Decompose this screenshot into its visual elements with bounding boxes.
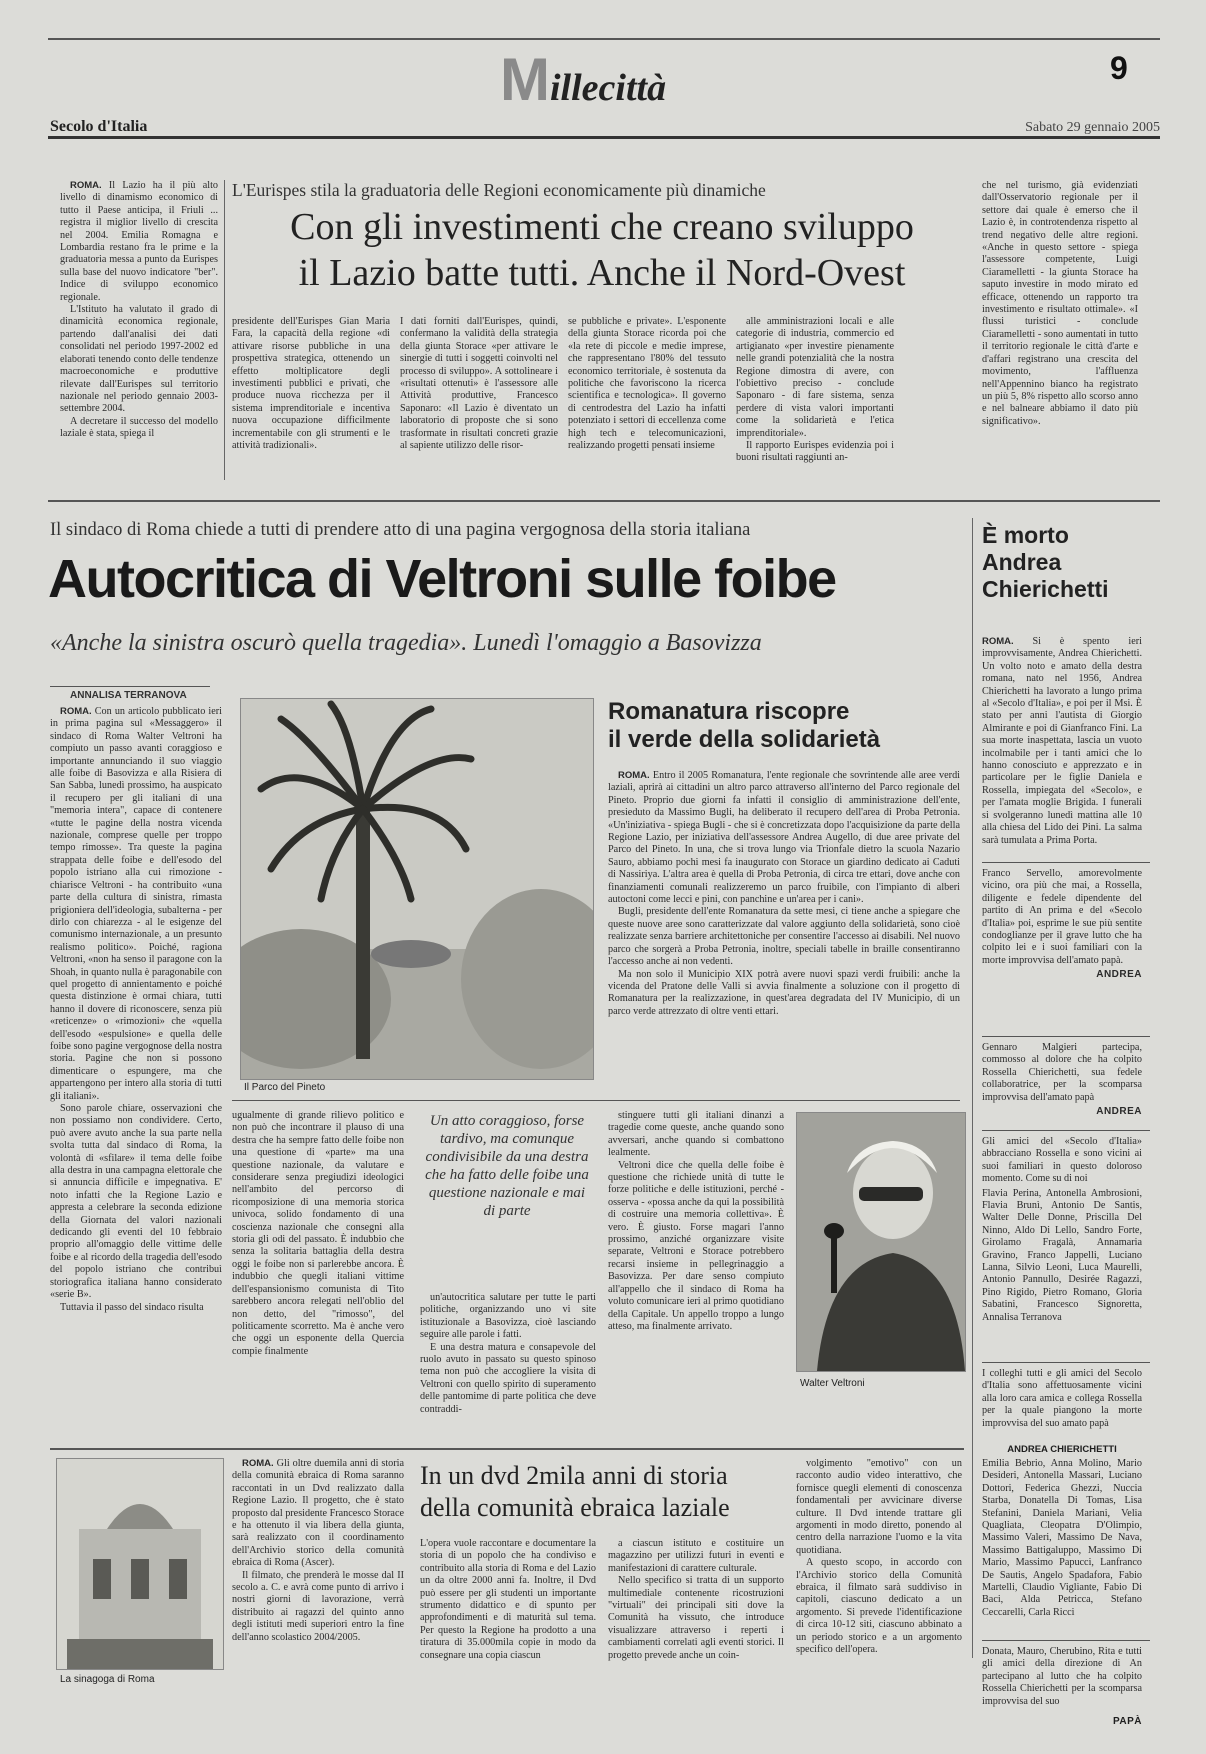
obit-msg4-text: I colleghi tutti e gli amici del Secolo d'Italia sono affettuosamente vicini alla loro cara amica e collega Rossella per la quale piangono la morte improvvisa del suo amato papà <box>982 1368 1142 1429</box>
article1-dateline: ROMA. <box>70 180 102 191</box>
obit-msg6-text: Donata, Mauro, Cherubino, Rita e tutti gli amici della direzione di An partecipano al lutto che ha colpito Rossella Chierichetti per la scomparsa improvvisa del suo <box>982 1646 1142 1707</box>
newspaper-name: Secolo d'Italia <box>50 118 148 135</box>
article3-dateline: ROMA. <box>618 770 650 781</box>
header-rule <box>48 136 1160 139</box>
obit-rule-1 <box>982 862 1150 863</box>
article4-col3 <box>608 1538 784 1698</box>
obit-msg1-text: Franco Servello, amorevolmente vicino, ora più che mai, a Rossella, diligente e fedele dipendente del partito di An prima e del «Secolo d'Italia» poi, esprime le sue più sentite condoglianze per il grave lutto che ha colpito lei e i suoi familiari con la morte improvvisa dell'amato papà. <box>982 868 1142 966</box>
article1-kicker: L'Eurispes stila la graduatoria delle Regioni economicamente più dinamiche <box>232 180 766 200</box>
article3-bottom-rule <box>232 1100 960 1101</box>
article1-col1c-text: A decretare il successo del modello laziale è stata, spiega il <box>60 415 218 440</box>
obit-msg1-sign: ANDREA <box>1096 969 1142 981</box>
article2-col4-text: stinguere tutti gli italiani dinanzi a tragedie come queste, anche quando sono avversari, anche quando si combattono lealmente. <box>608 1110 784 1159</box>
sinagoga-photo <box>56 1458 224 1670</box>
article4-col3b-text: Nello specifico si tratta di un supporto multimediale contenente ricostruzioni "virtuali" dei principali siti dove la Comunità ha vissuto, che introduce visualizzare attraverso i reperti i cambiamenti correlati agli eventi storici. Il progetto prevede anche un coin- <box>608 1575 784 1661</box>
article1-headline-line2: il Lazio batte tutti. Anche il Nord-Ovest <box>298 252 906 294</box>
obit-headline <box>982 522 1162 603</box>
article2-bottom-rule <box>50 1448 964 1450</box>
article1-col4: se pubbliche e private». L'esponente della giunta Storace ricorda poi che «la rete di piccole e medie imprese, che rappresentano l'80% del tessuto economico territoriale, è sostenuta da politiche che favoriscono la ricerca scientifica e tecnologica». Il governo di centrodestra del Lazio ha infatti potenziato i settori di eccellenza come high tech e telecomunicazioni, realizzando progetti pensati insieme <box>568 316 726 452</box>
section-title-rest: illecittà <box>549 67 667 109</box>
page-number: 9 <box>1110 50 1128 86</box>
article1-col1-text: Il Lazio ha il più alto livello di dinamismo economico di tutto il Paese anticipa, il Friuli ... registra il miglior livello di crescita nel 2004. Emilia Romagna e Lombardia restano fra le prime e la graduatoria messa a punto da Eurispes sulla base del nuovo indicatore "ber". Indice di sviluppo economico regionale. <box>60 180 218 303</box>
obit-headline-line1: È morto <box>982 522 1069 548</box>
obit-headline-line3: Chierichetti <box>982 576 1109 602</box>
article2-col4 <box>608 1110 784 1446</box>
article3-headline-line2: il verde della solidarietà <box>608 726 881 753</box>
veltroni-caption: Walter Veltroni <box>800 1378 865 1389</box>
article1-headline-line1: Con gli investimenti che creano sviluppo <box>290 206 914 248</box>
obit-msg5 <box>982 1458 1142 1636</box>
article1-bottom-rule <box>48 500 1160 502</box>
article2-subhead: «Anche la sinistra oscurò quella tragedia». Lunedì l'omaggio a Basovizza <box>50 630 762 656</box>
obit-divider <box>972 518 973 1658</box>
article4-headline <box>420 1460 790 1524</box>
article2-byline: ANNALISA TERRANOVA <box>70 690 187 701</box>
article4-col1b-text: Il filmato, che prenderà le mosse dal II secolo a. C. e avrà come punto di arrivo i nostri giorni di lavorazione, verrà distribuito ai ragazzi del quinto anno degli istituti medi superiori entro la fine dell'anno scolastico 2004/2005. <box>232 1569 404 1643</box>
article1-col6: che nel turismo, già evidenziati dall'Osservatorio regionale per il settore dai quale è emerso che il Lazio è, in controtendenza rispetto al trend negativo delle altre regioni. «Anche in questo settore - spiega l'assessore competente, Luigi Ciaramelletti - la giunta Storace ha saputo investire in modo mirato ed efficace, ottenendo un rapporto tra investimento e risultato ottimale». «I flussi turistici - conclude Ciaramelletti - sono aumentati in tutto il territorio regionale le città d'arte e d'affari registrano una crescita del movimento, l'affluenza nell'Appennino bianco ha registrato un più 5, 8% rispetto allo scorso anno e nel balneare abbiamo il dato più significativo». <box>982 180 1138 427</box>
article3-body <box>608 770 960 1088</box>
article4-col4b-text: A questo scopo, in accordo con l'Archivio storico della Comunità ebraica, il filmato sarà suddiviso in capitoli, ciascuno dedicato a un argomento. Si prevede l'identificazione di circa 10-12 siti, ciascuno abbinato a un periodo storico e a un argomento specifico dell'opera. <box>796 1557 962 1656</box>
obit-body <box>982 636 1142 852</box>
obit-msg2-text: Gennaro Malgieri partecipa, commosso al dolore che ha colpito Rossella Chierichetti, sua fedele collaboratrice, per la scomparsa improvvisa dell'amato papà <box>982 1042 1142 1103</box>
obit-msg5-names: Emilia Bebrio, Anna Molino, Mario Desideri, Antonella Massari, Luciano Dottori, Federica Ghezzi, Nuccia Starba, Donatella Di Tomas, Lisa Stefanini, Daniela Mariani, Velia Quagliata, Cleopatra D'Olimpio, Massimo Valeri, Massimo De Nava, Massimo Battigaluppo, Massimo Di Mario, Massimo Papucci, Lanfranco De Sautis, Angelo Spadafora, Fabio Martelli, Claudio Vigliante, Fabio Di Baci, Alda Petricca, Stefano Ceccarelli, Carla Ricci <box>982 1458 1142 1618</box>
article2-kicker: Il sindaco di Roma chiede a tutti di prendere atto di una pagina vergognosa della storia italiana <box>50 520 751 540</box>
parco-pineto-caption: Il Parco del Pineto <box>244 1082 326 1093</box>
article1-col5 <box>736 316 894 482</box>
article2-col2: ugualmente di grande rilievo politico e non può che incontrare il plauso di una destra che ha sempre fatto delle foibe non una questione di «parte» ma una questione nazionale, da valutare e considerare senza pregiudizi ideologici nell'ambito del percorso di ricomposizione di una memoria storica univoca, solido fondamento di una coscienza nazionale che consegni alla storia gli odi del passato. È indubbio che senza la solitaria battaglia della destra oggi le foibe non si parlerebbe ancora. È indubbio che quegli italiani vittime dell'espansionismo comunista di Tito sarebbero ancora relegati nell'oblio del non detto, del "rimosso", del politicamente scorretto. Ma è anche vero che oggi un esponente della Quercia compie finalmente <box>232 1110 404 1357</box>
article1-col5-text: alle amministrazioni locali e alle categorie di industria, commercio ed artigianato «per investire pienamente nelle grandi potenzialità che la nostra Regione dimostra di avere, con l'obiettivo preciso - conclude Saponaro - di fare sistema, senza perdere di vista valori importanti come la solidarietà e l'etica imprenditoriale». <box>736 316 894 439</box>
article1-headline <box>232 204 972 296</box>
article2-dateline: ROMA. <box>60 706 92 717</box>
article1-divider <box>224 180 225 480</box>
article4-col3-text: a ciascun istituto e costituire un magazzino per utilizzi futuri in eventi e manifestazioni di carattere culturale. <box>608 1538 784 1574</box>
article3-body-text: Entro il 2005 Romanatura, l'ente regionale che sovrintende alle aree verdi laziali, aprirà ai cittadini un altro parco attraverso all'interno del Parco regionale del Pineto. Proprio due giorni fa infatti il consiglio di amministrazione dell'ente, presieduto da Massimo Bugli, ha deliberato il recupero dell'area di Proba Petronia. «Un'iniziativa - spiega Bugli - che si è concretizzata dopo l'acquisizione da parte della Regione Lazio, per iniziativa dell'assessore Andrea Augello, di due aree private del Parco del Pineto. In una, che si trova lungo via Trionfale dietro la scuola Nazario Sauro, abbiamo pochi mesi fa inaugurato con Storace un giardino dedicato ai Caduti di Nassiriya. L'altra area è quella di Proba Petronia, di circa tre ettari, dove anche con finanziamenti comunali realizzeremo un parco fruibile, con l'impianto di alberi autoctoni come lecci e pini, con panchine e un'area per i cani». <box>608 770 960 906</box>
obit-msg4 <box>982 1368 1142 1442</box>
obit-msg2 <box>982 1042 1142 1122</box>
article4-headline-line2: della comunità ebraica laziale <box>420 1493 730 1522</box>
article4-col4-text: volgimento "emotivo" con un racconto audio video interattivo, che fornisce quegli elementi di conoscenza fondamentali per avvicinare diverse culture. Il Dvd intende trattare gli argomenti in modo diretto, ponendo al centro della narrazione l'uomo e la vita quotidiana. <box>796 1458 962 1556</box>
palm-tree-image <box>241 699 593 1079</box>
obit-body-text: Si è spento ieri improvvisamente, Andrea Chierichetti. Un volto noto e amato della destra romana, nato nel 1956, Andrea Chierichetti ha lavorato a lungo prima al «Secolo d'Italia», e poi per il Msi. È stato per anni l'autista di Giorgio Almirante e poi di Gianfranco Fini. La sua morte inaspettata, lascia un vuoto incolmabile per i tanti amici che lo hanno conosciuto e apprezzato e in particolare per le figlie Daniela e Rossella, impiegata del «Secolo», e per l'amata moglie Brigida. I funerali si svolgeranno lunedì mattina alle 10 alla chiesa del Lido dei Pini. La salma sarà tumulata a Prima Porta. <box>982 636 1142 846</box>
article2-col3b-text: E una destra matura e consapevole del ruolo avuto in passato su questo spinoso tema non può che accogliere la visita di Veltroni con quello spirito di superamento delle pantomime di parte politica che deve contraddi- <box>420 1341 596 1415</box>
section-title <box>500 48 666 112</box>
obit-msg2-sign: ANDREA <box>1096 1106 1142 1118</box>
article1-col1b-text: L'Istituto ha valutato il grado di dinamicità economica regionale, partendo dall'analisi dei dati consolidati nel periodo 1997-2002 ed elaborati tenendo conto delle tendenze macroeconomiche e produttive rilevate dall'Eurispes sul territorio nazionale nel periodo gennaio 2003-settembre 2004. <box>60 304 218 415</box>
article4-dateline: ROMA. <box>242 1458 274 1469</box>
article1-col3: I dati forniti dall'Eurispes, quindi, confermano la validità della strategia della giunta Storace «per attivare le sinergie di tutti i soggetti coinvolti nel processo di sviluppo». A sottolineare i «risultati ottenuti» è l'assessore alle Attività produttive, Francesco Saponaro: «Il Lazio è diventato un laboratorio di proposte che si sono trasformate in risultati concreti grazie al sapiente utilizzo delle risor- <box>400 316 558 452</box>
article2-col4b-text: Veltroni dice che quella delle foibe è questione che richiede unità di tutte le forze politiche e delle istituzioni, perché - osserva - «possa anche da qui la possibilità di costruire una memoria collettiva». È vero. È giusto. Forse magari l'anno prossimo, anziché organizzare visite separate, Veltroni e Storace potrebbero recarsi insieme in pellegrinaggio a Basovizza. Per dare senso compiuto all'appello che il sindaco di Roma ha voluto comunicare ieri al primo quotidiano della Capitale. Un appello troppo a lungo atteso, ma finalmente arrivato. <box>608 1159 784 1332</box>
article1-col1 <box>60 180 218 480</box>
obit-headline-line2: Andrea <box>982 549 1062 575</box>
article2-headline: Autocritica di Veltroni sulle foibe <box>48 549 836 609</box>
article4-col1 <box>232 1458 404 1698</box>
article3-headline <box>608 698 958 754</box>
obit-rule-4 <box>982 1362 1150 1363</box>
parco-pineto-photo <box>240 698 594 1080</box>
sinagoga-caption: La sinagoga di Roma <box>60 1674 155 1685</box>
article2-col1 <box>50 706 222 1444</box>
obit-msg1 <box>982 868 1142 1028</box>
top-rule <box>48 38 1160 40</box>
obit-msg3 <box>982 1136 1142 1360</box>
issue-date: Sabato 29 gennaio 2005 <box>1025 120 1160 135</box>
article4-col2: L'opera vuole raccontare e documentare la storia di un popolo che ha condiviso e contribuito alla storia di Roma e del Lazio un da oltre 2000 anni fa. Inoltre, il Dvd può essere per gli studenti un importante strumento didattico e di spunto per approfondimenti e di maturità sul tema. Per questo la Regione ha prodotto a una tiratura di 35.000mila copie in modo da consegnare una copia ciascun <box>420 1538 596 1661</box>
veltroni-portrait-image <box>797 1113 965 1371</box>
obit-rule-2 <box>982 1036 1150 1037</box>
article2-col1-text: Con un articolo pubblicato ieri in prima pagina sul «Messaggero» il sindaco di Roma Walter Veltroni ha compiuto un passo avanti coraggioso e importante annunciando il suo viaggio alle foibe di Basovizza e alla Risiera di San Sabba, lunedì prossimo, ha auspicato il recupero per gli italiani di una "memoria intera", capace di contenere «tutte le pagine della nostra vicenda nazionale, comprese quelle per troppo tempo rimosse». Tra queste la pagina strappata delle foibe e dell'esodo del popolo istriano alla cui rimozione - chiarisce Veltroni - ha contribuito «una parte della cultura di sinistra, rimasta prigioniera dell'ideologia, subalterna - per dirlo con chiarezza - al le esigenze del comunismo internazionale, a un presunto realismo politico». Poiché, ragiona Veltroni, «non ha senso il paragone con la Shoah, in quanto nulla è paragonabile con quel progetto di annientamento e poiché questa distinzione è ormai chiara, tutti hanno il dovere di riconoscere, senza più «reticenze» o «rimozioni» che «quella dell'esodo «espulsione» e quella delle foibe sono pagine vergognose della nostra storia. Pagine che non si possono dimenticare o espungere, ma che appartengono per intero alla storia di tutti gli italiani». <box>50 706 222 1102</box>
article2-col1b-text: Sono parole chiare, osservazioni che non possiamo non condividere. Certo, può avere avuto anche la sua parte nella svolta tutta dal sindaco di Roma, la volontà di «sfilare» il tema delle foibe alla destra in una campagna elettorale che si annuncia difficile e impegnativa. E' noto infatti che la Regione Lazio e appresta a celebrare la seconda edizione della Giornata del valori nazionali dedicando gli eventi del 10 febbraio proprio all'omaggio delle vittime delle foibe e al ricordo della tragedia dell'esodo del popolo istriano che contribuì storiografica italiana hanno considerato «serie B». <box>50 1103 222 1301</box>
obit-msg6 <box>982 1646 1142 1714</box>
synagogue-image <box>57 1459 223 1669</box>
obit-msg3-names: Flavia Perina, Antonella Ambrosioni, Flavia Brunì, Antonio De Santis, Walter Delle Donne, Priscilla Del Ninno, Aldo Di Lello, Sandro Forte, Girolamo Fragalà, Annamaria Gravino, Franco Jappelli, Luciano Lanna, Silvio Leoni, Luca Maurelli, Antonio Pannullo, Desirée Ragazzi, Pino Rigido, Pietro Romano, Gloria Sabatini, Francesco Signoretta, Annalisa Terranova <box>982 1187 1142 1323</box>
article4-headline-line1: In un dvd 2mila anni di storia <box>420 1461 728 1490</box>
article3-body2-text: Bugli, presidente dell'ente Romanatura da sette mesi, ci tiene anche a spiegare che queste nuove aree sono caratterizzate dal valore aggiunto della solidarietà, sono cioè realizzate senza barriere architettoniche per consentire l'accesso ai disabili. Nel nuovo parco che sorgerà a Proba Petronia, inoltre, speciali tabelle in braille consentiranno l'accesso anche ai non vedenti. <box>608 906 960 968</box>
obit-msg4-sign: ANDREA CHIERICHETTI <box>1007 1444 1117 1455</box>
article1-col5b-text: Il rapporto Eurispes evidenzia poi i buoni risultati raggiunti an- <box>736 440 894 464</box>
obit-rule-5 <box>982 1640 1150 1641</box>
article2-pullquote: Un atto coraggioso, forse tardivo, ma comunque condivisibile da una destra che ha fatto delle foibe una questione nazionale e mai di parte <box>425 1113 589 1219</box>
article4-col1-text: Gli oltre duemila anni di storia della comunità ebraica di Roma saranno raccontati in un Dvd realizzato dalla Regione Lazio. Il progetto, che è stato proposto dal presidente Francesco Storace e ha ottenuto il via libera della giunta, sarà realizzato con il coordinamento dell'Archivio storico della comunità ebraica di Roma (Ascer). <box>232 1458 404 1569</box>
article2-col1c-text: Tuttavia il passo del sindaco risulta <box>60 1301 204 1313</box>
obit-msg6-sign: PAPÀ <box>1112 1716 1142 1727</box>
article2-col3 <box>420 1292 596 1446</box>
veltroni-photo <box>796 1112 966 1372</box>
obit-rule-3 <box>982 1130 1150 1131</box>
article3-headline-line1: Romanatura riscopre <box>608 698 850 725</box>
article3-body3-text: Ma non solo il Municipio XIX potrà avere nuovi spazi verdi fruibili: anche la vicenda del Pratone delle Valli si avvia finalmente a soluzione con il progetto di Romanatura per la realizzazione, in quest'area degradata del IV Municipio, di un parco verde attrezzato di oltre venti ettari. <box>608 968 960 1017</box>
article1-col2: presidente dell'Eurispes Gian Maria Fara, la capacità della regione «di attivare risorse pubbliche in una prospettiva strategica, ottenendo un effetto moltiplicatore degli investimenti pubblici e privati, che produce nuova ricchezza per il sistema imprenditoriale e incentiva nuova occupazione difficilmente incrementabile con gli strumenti e le attività tradizionali». <box>232 316 390 452</box>
obit-msg3-text: Gli amici del «Secolo d'Italia» abbracciano Rossella e sono vicini ai suoi familiari in questo doloroso momento. Come su di noi <box>982 1136 1142 1185</box>
article4-col4 <box>796 1458 962 1698</box>
article2-col3-text: un'autocritica salutare per tutte le parti politiche, organizzando uno vi site istituzionale a Basovizza, cioè lasciando seguire alle parole i fatti. <box>420 1292 596 1341</box>
obit-dateline: ROMA. <box>982 636 1014 647</box>
byline-rule <box>50 686 210 687</box>
section-title-initial: M <box>500 46 550 113</box>
